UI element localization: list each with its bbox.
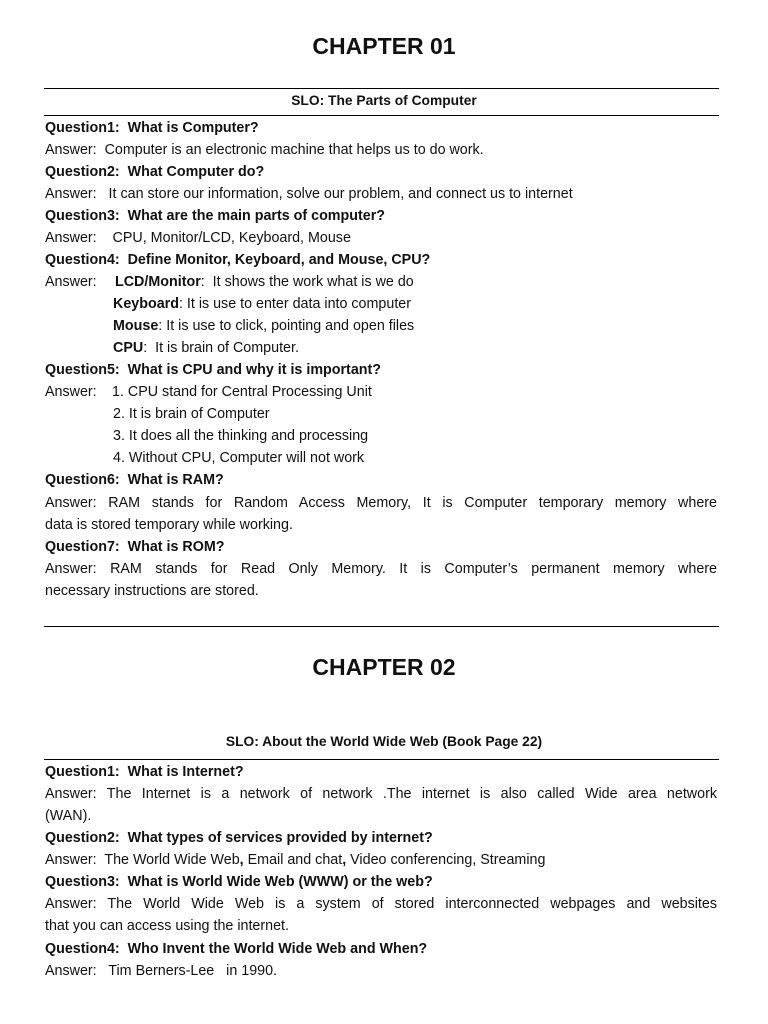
divider <box>44 626 719 627</box>
question-7: Question7: What is ROM? <box>45 539 225 555</box>
answer-4-item <box>113 317 414 335</box>
question-3: Question3: What are the main parts of computer? <box>45 208 385 224</box>
divider <box>44 88 719 89</box>
answer-1-line-2: (WAN). <box>45 808 92 824</box>
divider <box>44 759 719 760</box>
answer-3-line-1: Answer: The World Wide Web is a system of stored interconnected webpages and websites <box>45 896 717 912</box>
chapter-1-title: CHAPTER 01 <box>312 33 456 59</box>
answer-7-line-1: Answer: RAM stands for Read Only Memory. It is Computer’s permanent memory where <box>45 561 717 577</box>
answer-text: Video conferencing, Streaming <box>346 852 546 868</box>
definition: : It is use to click, pointing and open files <box>158 318 415 334</box>
answer-text: Answer: The World Wide Web <box>45 852 240 868</box>
answer-4: Answer: Tim Berners-Lee in 1990. <box>45 963 278 979</box>
chapter-1-slo: SLO: The Parts of Computer <box>291 93 477 108</box>
question-3: Question3: What is World Wide Web (WWW) or the web? <box>45 874 433 890</box>
question-4: Question4: Who Invent the World Wide Web and When? <box>45 941 428 957</box>
question-6: Question6: What is RAM? <box>45 472 224 488</box>
answer-2 <box>45 851 545 869</box>
answer-3-line-2: that you can access using the internet. <box>45 918 289 934</box>
answer-1-line-1: Answer: The Internet is a network of network .The internet is also called Wide area network <box>45 786 717 802</box>
answer-7-line-2: necessary instructions are stored. <box>45 583 259 599</box>
definition: : It shows the work what is we do <box>200 274 414 290</box>
chapter-2-title: CHAPTER 02 <box>312 654 456 680</box>
term: Mouse <box>113 318 159 334</box>
chapter-2-slo: SLO: About the World Wide Web (Book Page 22) <box>225 734 543 749</box>
comma: , <box>342 852 347 868</box>
answer-3: Answer: CPU, Monitor/LCD, Keyboard, Mouse <box>45 230 351 246</box>
answer-6-line-2: data is stored temporary while working. <box>45 517 293 533</box>
term: CPU <box>113 340 144 356</box>
answer-5-item: 4. Without CPU, Computer will not work <box>113 450 365 466</box>
definition: : It is use to enter data into computer <box>178 296 412 312</box>
question-2: Question2: What Computer do? <box>45 164 265 180</box>
answer-6-line-1: Answer: RAM stands for Random Access Memory, It is Computer temporary memory where <box>45 495 717 511</box>
question-1: Question1: What is Internet? <box>45 764 244 780</box>
question-1: Question1: What is Computer? <box>45 120 259 136</box>
answer-2: Answer: It can store our information, solve our problem, and connect us to internet <box>45 186 573 202</box>
answer-5-prefix: Answer: <box>45 384 101 400</box>
answer-5-item: 3. It does all the thinking and processing <box>113 428 369 444</box>
answer-5-item: 2. It is brain of Computer <box>113 406 270 422</box>
answer-4-item <box>113 339 299 357</box>
answer-4-prefix: Answer: <box>45 274 109 290</box>
question-2: Question2: What types of services provided by internet? <box>45 830 433 846</box>
divider <box>44 115 719 116</box>
answer-1: Answer: Computer is an electronic machine that helps us to do work. <box>45 142 484 158</box>
answer-4-item <box>115 273 414 291</box>
definition: : It is brain of Computer. <box>143 340 299 356</box>
comma: , <box>239 852 244 868</box>
answer-text: Email and chat <box>243 852 343 868</box>
term: LCD/Monitor <box>115 274 201 290</box>
term: Keyboard <box>113 296 179 312</box>
answer-4-item <box>113 295 411 313</box>
question-4: Question4: Define Monitor, Keyboard, and Mouse, CPU? <box>45 252 431 268</box>
answer-5-item: 1. CPU stand for Central Processing Unit <box>112 384 372 400</box>
question-5: Question5: What is CPU and why it is important? <box>45 362 381 378</box>
